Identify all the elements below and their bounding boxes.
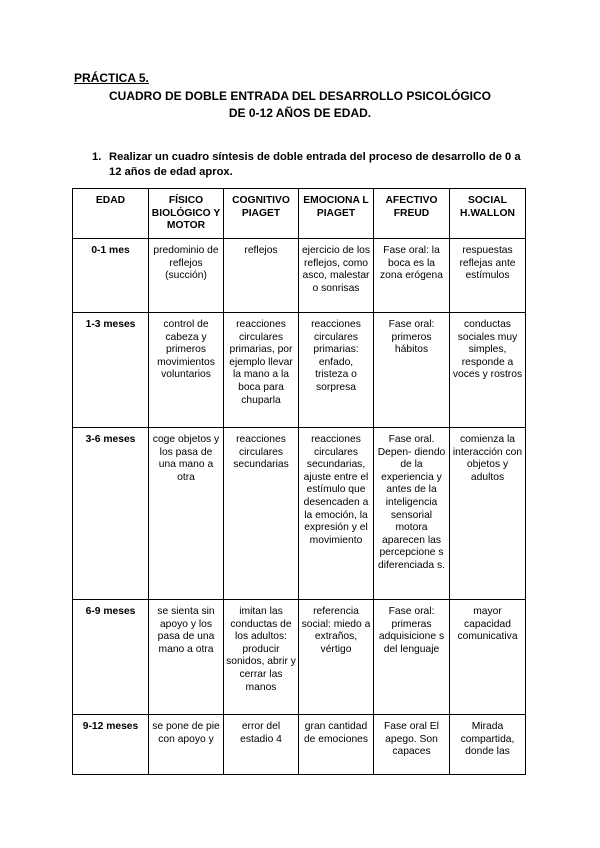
document-title-line-2: DE 0-12 AÑOS DE EDAD. <box>228 106 372 120</box>
practice-label: PRÁCTICA 5. <box>74 71 149 85</box>
table-row <box>73 239 526 313</box>
table-row <box>73 715 526 775</box>
cell-physical: control de cabeza y primeros movimientos voluntarios <box>149 313 224 428</box>
instruction-line-1: Realizar un cuadro síntesis de doble entrada del proceso de desarrollo de 0 a <box>109 151 521 163</box>
cell-age: 1-3 meses <box>73 313 149 428</box>
cell-social: Mirada compartida, donde las <box>450 715 526 775</box>
document-title-line-1: CUADRO DE DOBLE ENTRADA DEL DESARROLLO PSICOLÓGICO <box>108 89 491 103</box>
cell-emotional: referencia social: miedo a extraños, vértigo <box>299 600 374 715</box>
cell-cognitive: error del estadio 4 <box>224 715 299 775</box>
cell-physical: se pone de pie con apoyo y <box>149 715 224 775</box>
cell-physical: coge objetos y los pasa de una mano a otra <box>149 428 224 600</box>
cell-affective: Fase oral El apego. Son capaces <box>374 715 450 775</box>
cell-age: 3-6 meses <box>73 428 149 600</box>
table-row <box>73 600 526 715</box>
cell-cognitive: reacciones circulares primarias, por ejemplo llevar la mano a la boca para chuparla <box>224 313 299 428</box>
cell-age: 9-12 meses <box>73 715 149 775</box>
table-row <box>73 313 526 428</box>
instruction-line-2: 12 años de edad aprox. <box>109 166 233 178</box>
instruction-number: 1. <box>92 151 102 163</box>
header-cell-emotional: EMOCIONA L PIAGET <box>299 189 374 239</box>
header-cell-age: EDAD <box>73 189 149 239</box>
cell-affective: Fase oral: primeras adquisicione s del lenguaje <box>374 600 450 715</box>
cell-emotional: reacciones circulares secundarias, ajuste entre el estímulo que desencaden a la emoción, la expresión y el movimiento <box>299 428 374 600</box>
cell-age: 0-1 mes <box>73 239 149 313</box>
cell-social: conductas sociales muy simples, responde a voces y rostros <box>450 313 526 428</box>
header-cell-social: SOCIAL H.WALLON <box>450 189 526 239</box>
cell-cognitive: reacciones circulares secundarias <box>224 428 299 600</box>
cell-affective: Fase oral: la boca es la zona erógena <box>374 239 450 313</box>
cell-social: comienza la interacción con objetos y adultos <box>450 428 526 600</box>
cell-affective: Fase oral. Depen- diendo de la experiencia y antes de la inteligencia sensorial motora aparecen las percepcione s diferenciada s. <box>374 428 450 600</box>
cell-age: 6-9 meses <box>73 600 149 715</box>
cell-physical: predominio de reflejos (succión) <box>149 239 224 313</box>
development-table <box>72 188 526 775</box>
table-row <box>73 428 526 600</box>
header-cell-affective: AFECTIVO FREUD <box>374 189 450 239</box>
cell-emotional: reacciones circulares primarias: enfado, tristeza o sorpresa <box>299 313 374 428</box>
cell-emotional: ejercicio de los reflejos, como asco, malestar o sonrisas <box>299 239 374 313</box>
cell-cognitive: imitan las conductas de los adultos: producir sonidos, abrir y cerrar las manos <box>224 600 299 715</box>
header-cell-cognitive: COGNITIVO PIAGET <box>224 189 299 239</box>
instruction <box>92 150 532 180</box>
cell-affective: Fase oral: primeros hábitos <box>374 313 450 428</box>
cell-social: respuestas reflejas ante estímulos <box>450 239 526 313</box>
cell-social: mayor capacidad comunicativa <box>450 600 526 715</box>
cell-physical: se sienta sin apoyo y los pasa de una mano a otra <box>149 600 224 715</box>
header-cell-physical: FÍSICO BIOLÓGICO Y MOTOR <box>149 189 224 239</box>
cell-cognitive: reflejos <box>224 239 299 313</box>
cell-emotional: gran cantidad de emociones <box>299 715 374 775</box>
table-header-row <box>73 189 526 239</box>
